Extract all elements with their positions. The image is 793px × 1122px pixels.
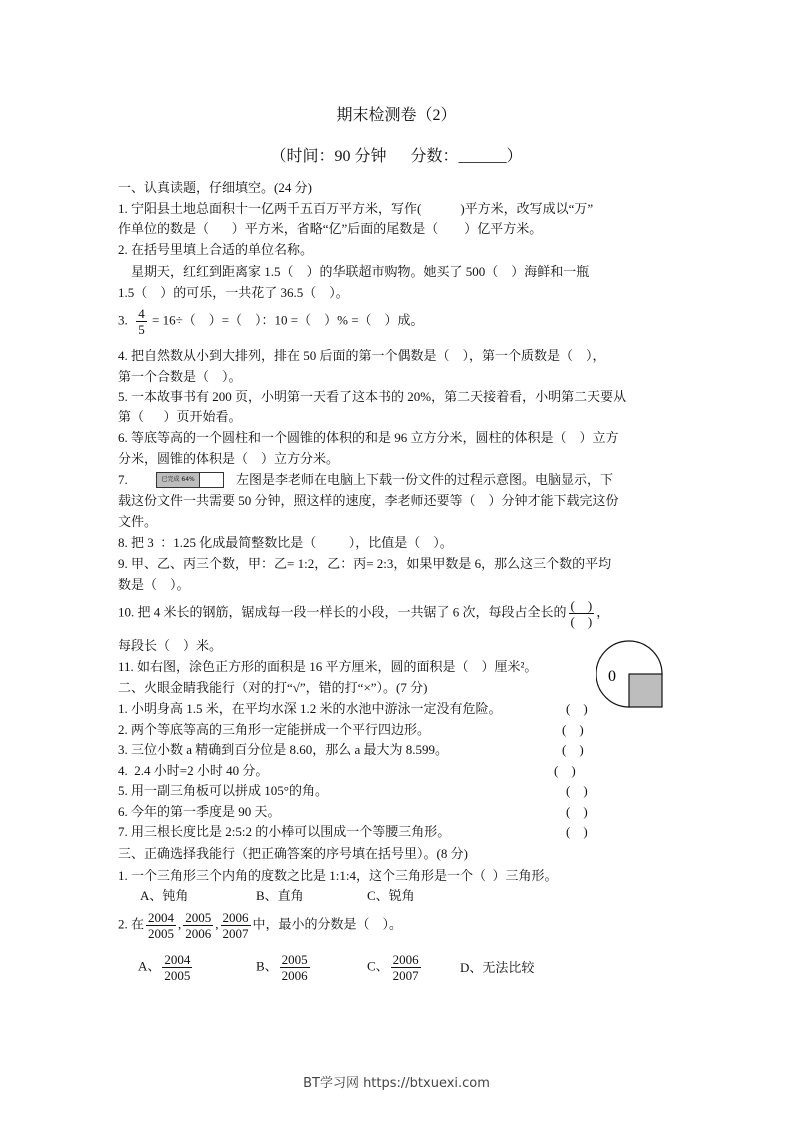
fraction — [280, 952, 310, 983]
choice-q2 — [118, 910, 402, 941]
denominator-blank: ( ) — [570, 614, 593, 629]
choice-q2-option-a — [138, 952, 194, 983]
numerator: 2005 — [281, 952, 308, 967]
q7-number: 7. — [118, 472, 128, 487]
fraction — [183, 910, 213, 941]
section-3-heading: 三、正确选择我能行（把正确答案的序号填在括号里）。(8 分) — [118, 846, 468, 861]
q7-line3: 文件。 — [118, 514, 158, 529]
q10-line1 — [118, 598, 609, 629]
fraction — [136, 306, 147, 337]
page-title: 期末检测卷（2） — [336, 107, 457, 124]
true-false-item: 6. 今年的第一季度是 90 天。 — [118, 803, 281, 819]
choice-q2-option-d: D、无法比较 — [460, 960, 535, 975]
option-letter: C、 — [367, 958, 389, 974]
true-false-item: 7. 用三根长度比是 2:5:2 的小棒可以围成一个等腰三角形。 — [118, 824, 451, 839]
choice-q1-option-b: B、直角 — [256, 888, 304, 903]
shaded-square — [629, 674, 662, 707]
answer-blank: ( ) — [562, 742, 584, 757]
numerator: 4 — [138, 306, 145, 321]
fraction — [221, 910, 251, 941]
answer-blank: ( ) — [566, 803, 588, 819]
q5-line1: 5. 一本故事书有 200 页，小明第一天看了这本书的 20%，第二天接着看，小明第二天要从 — [118, 389, 627, 404]
choice-q1-option-c: C、锐角 — [367, 888, 415, 903]
download-progress-bar — [156, 472, 224, 488]
option-letter: A、 — [138, 958, 161, 974]
true-false-item: 3. 三位小数 a 精确到百分位是 8.60，那么 a 最大为 8.599。 — [118, 742, 449, 757]
q4-line2: 第一个合数是（ ）。 — [118, 369, 242, 384]
q8-line: 8. 把 3 ：1.25 化成最简整数比是（ ），比值是（ ）。 — [118, 535, 453, 550]
circle-square-figure — [596, 634, 664, 714]
denominator: 2005 — [148, 926, 175, 941]
q10-text: 10. 把 4 米长的钢筋，锯成每一段一样长的小段，一共锯了 6 次，每段占全长的 — [118, 604, 567, 620]
q10-comma: ， — [596, 604, 610, 620]
answer-blank: ( ) — [554, 762, 576, 778]
q4-line1: 4. 把自然数从小到大排列，排在 50 后面的第一个偶数是（ ），第一个质数是（ ）， — [118, 348, 606, 363]
denominator: 2007 — [222, 926, 249, 941]
progress-fill: 已完成 64% — [157, 473, 200, 487]
choice-q1-option-a: A、钝角 — [140, 888, 189, 903]
exam-subtitle: （时间：90 分钟 分数：______） — [270, 148, 523, 165]
q3-text: = 16÷（ ）=（ ）：10 =（ ）% =（ ）成。 — [148, 312, 424, 328]
q9-line2: 数是（ ）。 — [118, 577, 190, 592]
footer-watermark: BT学习网 https://btxuexi.com — [303, 1076, 490, 1091]
q5-line2: 第（ ）页开始看。 — [118, 409, 242, 424]
center-label: 0 — [608, 668, 616, 685]
answer-blank: ( ) — [562, 721, 584, 737]
q2-text: 中，最小的分数是（ ）。 — [252, 916, 403, 932]
answer-blank: ( ) — [566, 783, 588, 798]
denominator: 2005 — [164, 968, 191, 983]
q7-line1: 左图是李老师在电脑上下载一份文件的过程示意图。电脑显示，下 — [236, 472, 614, 487]
numerator: 2004 — [164, 952, 191, 967]
q9-line1: 9. 甲、乙、丙三个数，甲：乙= 1:2，乙：丙= 2:3，如果甲数是 6，那么这三个数的平均 — [118, 556, 612, 571]
fraction — [391, 952, 421, 983]
fraction — [162, 952, 192, 983]
option-letter: B、 — [256, 958, 278, 974]
q2-line3: 1.5（ ）的可乐，一共花了 36.5（ ）。 — [118, 285, 349, 300]
choice-q2-option-c — [367, 952, 423, 983]
numerator: 2006 — [392, 952, 419, 967]
q2-line2: 星期天，红红到距离家 1.5（ ）的华联超市购物。她买了 500（ ）海鲜和一瓶 — [118, 264, 590, 279]
numerator: 2006 — [222, 910, 249, 925]
choice-q1: 1. 一个三角形三个内角的度数之比是 1:1:4，这个三角形是一个（ ）三角形。 — [118, 868, 558, 883]
section-2-heading: 二、火眼金睛我能行（对的打“√”，错的打“×”）。(7 分) — [118, 680, 428, 695]
q3-number: 3. — [118, 312, 135, 328]
q11-line: 11. 如右图，涂色正方形的面积是 16 平方厘米，圆的面积是（ ）厘米²。 — [118, 659, 538, 674]
numerator: 2004 — [148, 910, 175, 925]
q6-line2: 分米，圆锥的体积是（ ）立方分米。 — [118, 451, 340, 466]
section-1-heading: 一、认真读题，仔细填空。(24 分) — [118, 180, 312, 195]
numerator-blank: ( ) — [570, 598, 593, 613]
fraction-blank — [569, 598, 595, 629]
numerator: 2005 — [185, 910, 212, 925]
q3-line — [118, 306, 424, 337]
denominator: 2007 — [392, 968, 419, 983]
fraction — [146, 910, 176, 941]
denominator: 2006 — [281, 968, 308, 983]
true-false-item: 5. 用一副三角板可以拼成 105°的角。 — [118, 783, 328, 798]
separator: , — [215, 916, 219, 932]
q6-line1: 6. 等底等高的一个圆柱和一个圆锥的体积的和是 96 立方分米，圆柱的体积是（ ）立方 — [118, 430, 619, 445]
q2-prefix: 2. 在 — [118, 916, 145, 932]
denominator: 2006 — [185, 926, 212, 941]
q2-line1: 2. 在括号里填上合适的单位名称。 — [118, 242, 314, 257]
answer-blank: ( ) — [566, 824, 588, 839]
separator: , — [178, 916, 182, 932]
q1-line2: 作单位的数是（ ）平方米，省略“亿”后面的尾数是（ ）亿平方米。 — [118, 221, 543, 236]
q1-line1: 1. 宁阳县土地总面积十一亿两千五百万平方米，写作( )平方米，改写成以“万” — [118, 201, 594, 216]
choice-q2-option-b — [256, 952, 312, 983]
q7-line2: 载这份文件一共需要 50 分钟，照这样的速度，李老师还要等（ ）分钟才能下载完这份 — [118, 493, 619, 508]
answer-blank: ( ) — [566, 701, 588, 716]
true-false-item: 4. 2.4 小时=2 小时 40 分。 — [118, 762, 269, 778]
q10-line2: 每段长（ ）米。 — [118, 638, 223, 653]
denominator: 5 — [138, 322, 145, 337]
true-false-item: 2. 两个等底等高的三角形一定能拼成一个平行四边形。 — [118, 721, 431, 737]
true-false-item: 1. 小明身高 1.5 米，在平均水深 1.2 米的水池中游泳一定没有危险。 — [118, 701, 502, 716]
